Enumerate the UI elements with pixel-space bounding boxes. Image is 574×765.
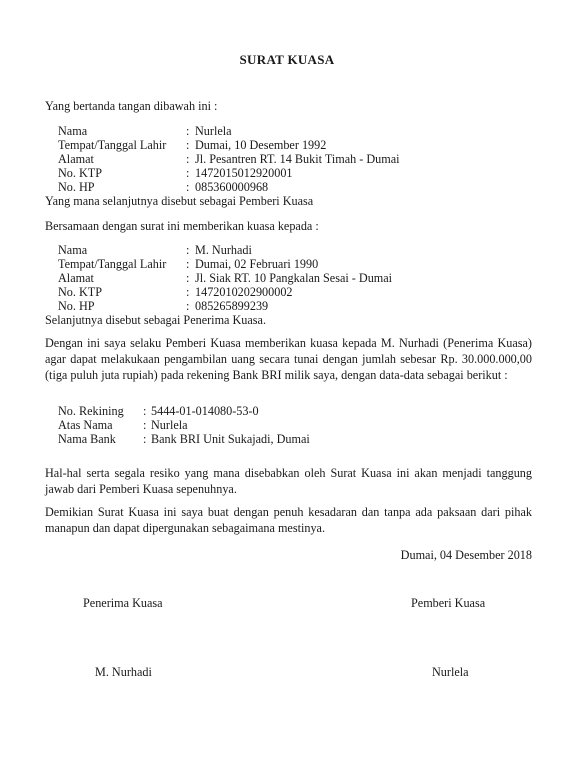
field-value: Bank BRI Unit Sukajadi, Dumai [151, 432, 310, 446]
field-label: Tempat/Tanggal Lahir [58, 257, 167, 271]
field-colon: : [186, 299, 190, 313]
field-value: Dumai, 02 Februari 1990 [195, 257, 319, 271]
field-value: 5444-01-014080-53-0 [151, 404, 259, 418]
field-value: Jl. Pesantren RT. 14 Bukit Timah - Dumai [195, 152, 400, 166]
field-value: M. Nurhadi [195, 243, 252, 257]
field-colon: : [186, 124, 190, 138]
field-label: Nama [58, 243, 88, 257]
pemberi-closing: Yang mana selanjutnya disebut sebagai Pemberi Kuasa [45, 194, 314, 208]
place-date: Dumai, 04 Desember 2018 [400, 548, 532, 562]
signature-name-left: M. Nurhadi [95, 665, 152, 679]
field-label: No. KTP [58, 285, 103, 299]
field-colon: : [186, 243, 190, 257]
field-colon: : [143, 418, 147, 432]
field-label: No. HP [58, 299, 95, 313]
field-label: Nama [58, 124, 88, 138]
field-label: Tempat/Tanggal Lahir [58, 138, 167, 152]
field-value: 085360000968 [195, 180, 269, 194]
field-colon: : [186, 285, 190, 299]
signature-role-right: Pemberi Kuasa [411, 596, 486, 610]
body-paragraph: Dengan ini saya selaku Pemberi Kuasa memberikan kuasa kepada M. Nurhadi (Penerima Kuasa) agar dapat melakukaan pengambilan uang secara tunai dengan jumlah sebesar Rp. 30.000.000,00 (tiga puluh juta rupiah) pada rekening Bank BRI milik saya, dengan data-data sebagai berikut : [45, 336, 532, 382]
field-colon: : [186, 166, 190, 180]
field-label: No. Rekining [58, 404, 124, 418]
signature-name-right: Nurlela [432, 665, 469, 679]
field-value: Jl. Siak RT. 10 Pangkalan Sesai - Dumai [195, 271, 393, 285]
field-label: Nama Bank [58, 432, 116, 446]
field-value: 1472015012920001 [195, 166, 293, 180]
field-colon: : [186, 257, 190, 271]
responsibility-paragraph: Hal-hal serta segala resiko yang mana disebabkan oleh Surat Kuasa ini akan menjadi tanggung jawab dari Pemberi Kuasa sepenuhnya. [45, 466, 532, 496]
signature-role-left: Penerima Kuasa [83, 596, 163, 610]
field-value: Nurlela [195, 124, 232, 138]
field-label: Alamat [58, 271, 94, 285]
intro-line: Yang bertanda tangan dibawah ini : [45, 99, 218, 113]
field-colon: : [186, 138, 190, 152]
field-colon: : [143, 432, 147, 446]
penerima-closing: Selanjutnya disebut sebagai Penerima Kuasa. [45, 313, 267, 327]
field-label: Atas Nama [58, 418, 113, 432]
transfer-intro: Bersamaan dengan surat ini memberikan kuasa kepada : [45, 219, 319, 233]
field-label: No. HP [58, 180, 95, 194]
field-value: Dumai, 10 Desember 1992 [195, 138, 327, 152]
field-value: 085265899239 [195, 299, 269, 313]
field-colon: : [143, 404, 147, 418]
letter-title: SURAT KUASA [239, 52, 335, 67]
field-label: No. KTP [58, 166, 103, 180]
closing-paragraph: Demikian Surat Kuasa ini saya buat dengan penuh kesadaran dan tanpa ada paksaan dari pihak manapun dan dapat dipergunakan sebagaimana mestinya. [45, 505, 532, 535]
field-label: Alamat [58, 152, 94, 166]
field-value: Nurlela [151, 418, 188, 432]
field-colon: : [186, 271, 190, 285]
field-colon: : [186, 152, 190, 166]
field-colon: : [186, 180, 190, 194]
field-value: 1472010202900002 [195, 285, 293, 299]
